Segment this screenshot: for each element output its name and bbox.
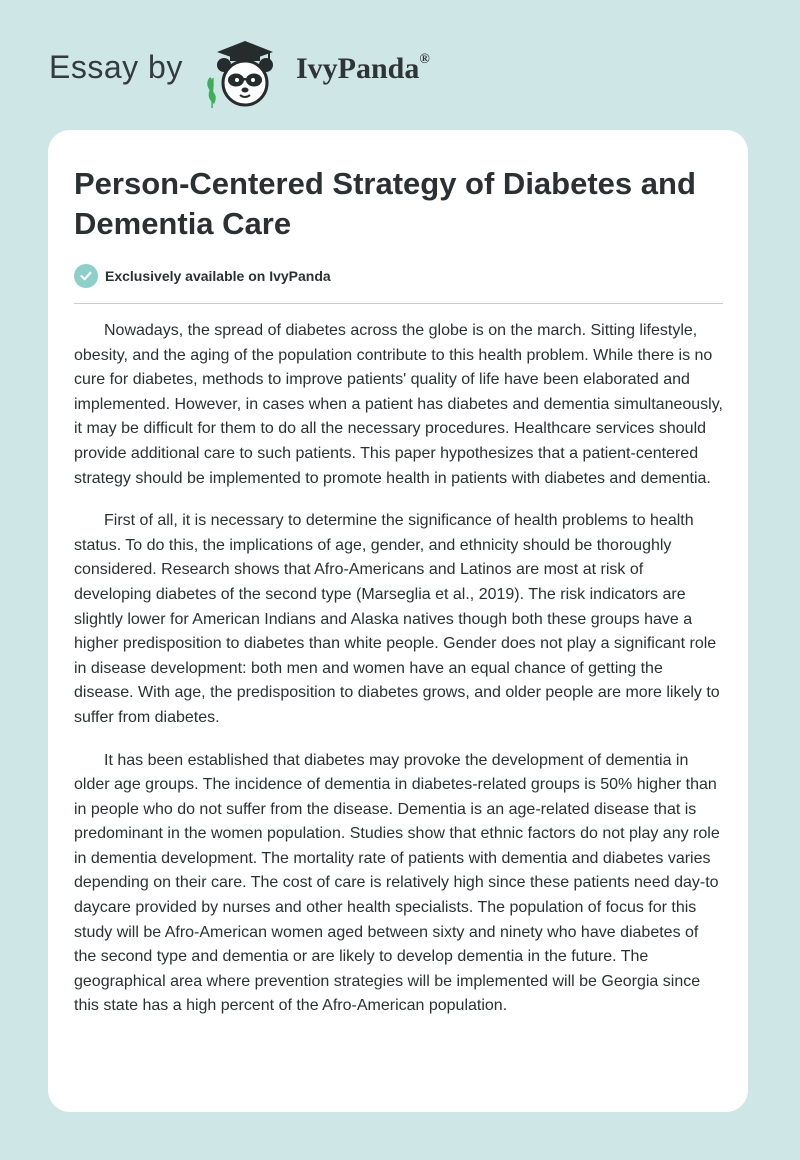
check-circle-icon <box>74 264 98 288</box>
panda-graduate-logo-icon[interactable] <box>200 38 290 110</box>
essay-body <box>74 319 724 1037</box>
ivypanda-wordmark[interactable] <box>296 52 430 86</box>
title-divider <box>74 303 723 304</box>
essay-card <box>48 130 748 1112</box>
exclusive-badge-label: Exclusively available on IvyPanda <box>105 268 331 284</box>
registered-mark: ® <box>419 52 430 67</box>
paragraph: It has been established that diabetes may provoke the development of dementia in older age groups. The incidence of dementia in diabetes-related groups is 50% higher than in people who do not suffer from the disease. Dementia is an age-related disease that is predominant in the women population. Studies show that ethnic factors do not play any role in dementia development. The mortality rate of patients with dementia and diabetes varies depending on their care. The cost of care is relatively high since these patients need day-to daycare provided by nurses and other health specialists. The population of focus for this study will be Afro-American women aged between sixty and ninety who have diabetes of the second type and dementia or are likely to develop dementia in the future. The geographical area where prevention strategies will be implemented will be Georgia since this state has a high percent of the Afro-American population. <box>74 751 720 1015</box>
site-header <box>0 0 800 130</box>
paragraph: Nowadays, the spread of diabetes across the globe is on the march. Sitting lifestyle, obesity, and the aging of the population contribute to this health problem. While there is no cure for diabetes, methods to improve patients' quality of life have been elaborated and implemented. However, in cases when a patient has diabetes and dementia simultaneously, it may be difficult for them to do all the necessary procedures. Healthcare services should provide additional care to such patients. This paper hypothesizes that a patient-centered strategy should be implemented to promote health in patients with diabetes and dementia. <box>74 322 723 487</box>
paragraph: First of all, it is necessary to determine the significance of health problems to health status. To do this, the implications of age, gender, and ethnicity should be thoroughly considered. Research shows that Afro-Americans and Latinos are most at risk of developing diabetes of the second type (Marseglia et al., 2019). The risk indicators are slightly lower for American Indians and Alaska natives though both these groups have a higher predisposition to diabetes than white people. Gender does not play a significant role in disease development: both men and women have an equal chance of getting the disease. With age, the predisposition to diabetes grows, and older people are more likely to suffer from diabetes. <box>74 512 720 726</box>
brand-name-text: IvyPanda <box>296 52 420 85</box>
essay-title: Person-Centered Strategy of Diabetes and Dementia Care <box>74 166 696 241</box>
exclusive-badge <box>74 263 331 289</box>
essay-by-label: Essay by <box>49 49 183 85</box>
